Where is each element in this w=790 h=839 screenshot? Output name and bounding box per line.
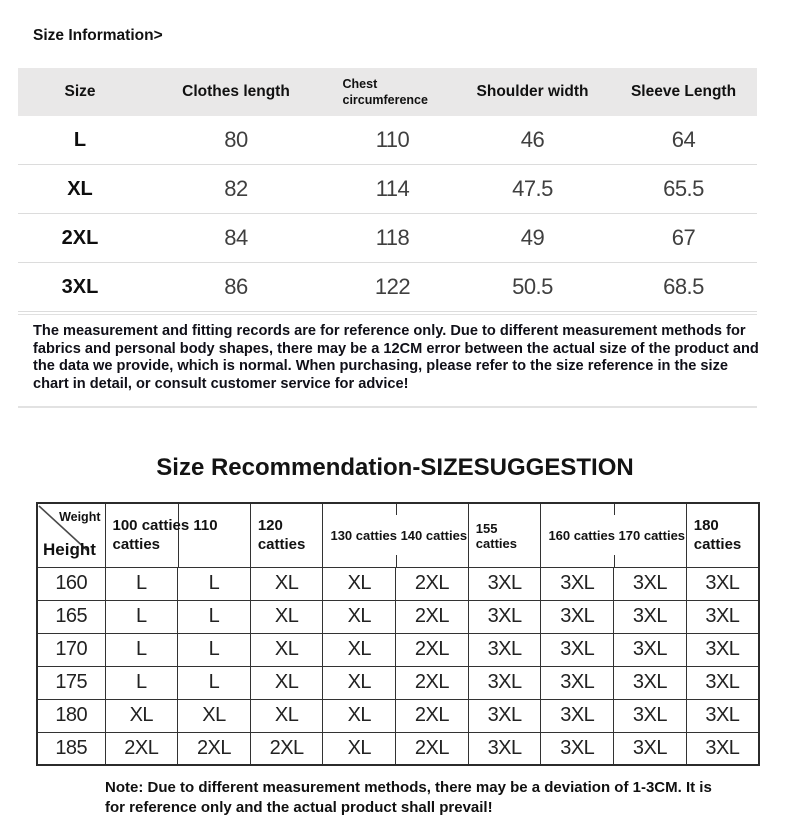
recommended-size: 3XL (468, 732, 541, 765)
suggestion-row (37, 600, 759, 633)
height-value: 165 (37, 600, 105, 633)
col-header-shoulder-width: Shoulder width (476, 83, 589, 100)
col-header-chest-label: Chest circumference (342, 77, 428, 107)
measurement-value: 114 (375, 176, 410, 201)
height-value: 180 (37, 699, 105, 732)
col-header-sleeve-length: Sleeve Length (630, 83, 737, 100)
recommended-size: XL (323, 633, 396, 666)
measurement-value: 80 (224, 127, 248, 152)
height-value: 175 (37, 666, 105, 699)
size-table-row (18, 116, 757, 165)
suggestion-row (37, 666, 759, 699)
col-header-chest-circumference (330, 76, 455, 108)
measurement-value: 122 (374, 274, 411, 299)
weight-header-label: 130 catties 140 catties (330, 528, 468, 544)
recommended-size: 3XL (686, 666, 759, 699)
recommended-size: L (105, 567, 178, 600)
recommended-size: 3XL (541, 732, 614, 765)
corner-cell (37, 503, 105, 567)
recommended-size: XL (250, 666, 323, 699)
recommended-size: 3XL (541, 567, 614, 600)
recommended-size: 3XL (686, 600, 759, 633)
recommended-size: XL (105, 699, 178, 732)
height-value: 170 (37, 633, 105, 666)
measurement-value: 49 (520, 225, 545, 250)
suggestion-row (37, 567, 759, 600)
weight-header-cell (468, 503, 541, 567)
size-table-row (18, 165, 757, 214)
height-value: 185 (37, 732, 105, 765)
recommended-size: XL (323, 666, 396, 699)
recommended-size: 3XL (468, 600, 541, 633)
weight-header-label: 120 catties (257, 516, 306, 553)
measurement-value: 47.5 (512, 176, 553, 201)
recommended-size: XL (250, 699, 323, 732)
size-value: L (73, 128, 87, 151)
recommended-size: 3XL (686, 633, 759, 666)
recommended-size: 3XL (468, 699, 541, 732)
size-value: 3XL (61, 275, 99, 298)
recommended-size: 2XL (396, 699, 469, 732)
recommended-size: 3XL (614, 666, 687, 699)
suggestion-row (37, 699, 759, 732)
measurement-value: 86 (224, 274, 248, 299)
suggestion-header-row (37, 503, 759, 567)
measurement-note-text: The measurement and fitting records are for reference only. Due to different measurement methods for fabrics and personal body shapes, there may be a 12CM error between the actual size of the product and the data we provide, which is normal. When purchasing, please refer to the size reference in the size chart in detail, or consult customer service for advice! (33, 323, 759, 392)
recommended-size: 2XL (396, 666, 469, 699)
suggestion-table-body (37, 503, 759, 765)
measurement-value: 46 (520, 127, 545, 152)
recommended-size: 3XL (614, 600, 687, 633)
measurement-value: 82 (224, 176, 248, 201)
size-value: 2XL (61, 226, 99, 249)
recommended-size: L (178, 600, 251, 633)
measurement-value: 118 (375, 225, 410, 250)
recommended-size: 3XL (468, 567, 541, 600)
recommended-size: 3XL (614, 633, 687, 666)
measurement-value: 110 (375, 127, 410, 152)
col-header-size: Size (64, 83, 96, 100)
measurement-value: 65.5 (663, 176, 704, 201)
size-table-row (18, 263, 757, 312)
col-header-clothes-length: Clothes length (182, 83, 290, 100)
recommended-size: L (178, 633, 251, 666)
weight-header-label: 100 catties 110 catties (112, 516, 218, 553)
recommended-size: XL (323, 732, 396, 765)
recommended-size: XL (250, 633, 323, 666)
deviation-note: Note: Due to different measurement methods, there may be a deviation of 1-3CM. It is for reference only and the actual product shall prevail! (105, 779, 712, 816)
suggestion-table (36, 502, 760, 766)
measurement-value: 64 (671, 127, 696, 152)
recommended-size: 3XL (541, 699, 614, 732)
recommended-size: L (105, 666, 178, 699)
weight-header-cell (323, 503, 468, 567)
recommended-size: 3XL (686, 699, 759, 732)
recommended-size: 3XL (541, 666, 614, 699)
size-table-row (18, 214, 757, 263)
weight-header-label: 155 catties (475, 520, 517, 551)
measurement-value: 84 (224, 225, 248, 250)
recommended-size: 3XL (686, 567, 759, 600)
recommended-size: 3XL (541, 600, 614, 633)
recommended-size: 2XL (178, 732, 251, 765)
size-table (18, 68, 757, 312)
height-value: 160 (37, 567, 105, 600)
recommended-size: XL (323, 600, 396, 633)
suggestion-row (37, 633, 759, 666)
size-table-body (18, 116, 757, 312)
measurement-note (18, 314, 757, 408)
weight-header-cell (686, 503, 759, 567)
weight-header-cell (105, 503, 250, 567)
recommended-size: 3XL (614, 699, 687, 732)
measurement-value: 67 (671, 225, 696, 250)
recommended-size: 2XL (396, 600, 469, 633)
page-title: Size Information> (33, 27, 163, 44)
suggestion-title: Size Recommendation-SIZESUGGESTION (156, 454, 634, 482)
suggestion-row (37, 732, 759, 765)
recommended-size: 3XL (614, 732, 687, 765)
recommended-size: 2XL (105, 732, 178, 765)
recommended-size: L (178, 666, 251, 699)
recommended-size: 2XL (396, 567, 469, 600)
weight-header-label: 160 catties 170 catties (548, 528, 686, 544)
measurement-value: 50.5 (512, 274, 553, 299)
height-axis-label: Height (43, 539, 96, 559)
measurement-value: 68.5 (663, 274, 704, 299)
recommended-size: XL (178, 699, 251, 732)
recommended-size: L (105, 633, 178, 666)
size-chart-page (0, 27, 790, 817)
weight-header-cell (250, 503, 323, 567)
recommended-size: 2XL (250, 732, 323, 765)
size-table-header (18, 68, 757, 116)
recommended-size: 3XL (614, 567, 687, 600)
weight-header-label: 180 catties (693, 516, 742, 553)
recommended-size: 3XL (686, 732, 759, 765)
recommended-size: 3XL (468, 666, 541, 699)
recommended-size: 3XL (468, 633, 541, 666)
recommended-size: L (178, 567, 251, 600)
recommended-size: L (105, 600, 178, 633)
recommended-size: XL (250, 567, 323, 600)
size-value: XL (67, 177, 93, 200)
recommended-size: 2XL (396, 732, 469, 765)
recommended-size: XL (250, 600, 323, 633)
weight-axis-label: Weight (59, 510, 101, 525)
recommended-size: XL (323, 567, 396, 600)
weight-header-cell (541, 503, 686, 567)
recommended-size: 2XL (396, 633, 469, 666)
recommended-size: XL (323, 699, 396, 732)
recommended-size: 3XL (541, 633, 614, 666)
